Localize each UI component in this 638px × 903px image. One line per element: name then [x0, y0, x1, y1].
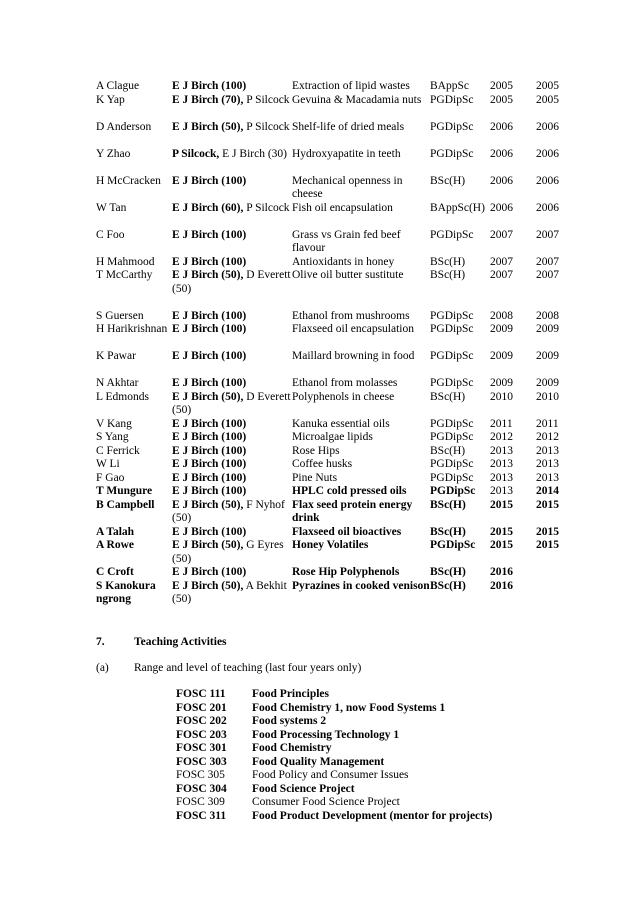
supervisors — [172, 566, 292, 580]
thesis-topic: Grass vs Grain fed beef flavour — [292, 228, 401, 254]
student-name: C Foo — [96, 228, 125, 241]
end-year: 2011 — [536, 417, 559, 430]
course-title: Food Policy and Consumer Issues — [252, 769, 409, 781]
supervisor-entry: P Silcock — [243, 120, 290, 133]
table-row — [96, 148, 566, 175]
thesis-topic: Extraction of lipid wastes — [292, 80, 410, 92]
degree: PGDipSc — [430, 228, 474, 241]
supervisors — [172, 175, 292, 189]
supervisor-entry: D Everett (50) — [172, 269, 291, 295]
degree: PGDipSc — [430, 417, 474, 430]
start-year: 2013 — [490, 485, 513, 497]
end-year: 2010 — [536, 390, 559, 403]
supervision-table — [96, 80, 566, 607]
start-year: 2013 — [490, 444, 513, 457]
degree: PGDipSc — [430, 350, 474, 362]
table-row — [96, 418, 566, 432]
table-row — [96, 539, 566, 566]
thesis-topic: Flaxseed oil encapsulation — [292, 323, 414, 335]
supervisor-entry: F Nyhof (50) — [172, 498, 285, 524]
table-row — [96, 526, 566, 540]
end-year: 2006 — [536, 201, 559, 214]
table-row — [96, 391, 566, 418]
supervisor-entry: E J Birch (100) — [172, 350, 247, 362]
start-year: 2006 — [490, 147, 513, 160]
student-name: S Kanokura ngrong — [96, 579, 156, 605]
section-heading — [96, 636, 227, 650]
subsection-letter: (a) — [96, 662, 109, 674]
supervisors — [172, 269, 292, 296]
supervisors — [172, 418, 292, 432]
end-year: 2013 — [536, 471, 559, 484]
start-year: 2006 — [490, 174, 513, 187]
course-title: Food Processing Technology 1 — [252, 728, 400, 741]
table-row — [96, 472, 566, 486]
supervisor-entry: E J Birch (100) — [172, 309, 247, 322]
table-row — [96, 458, 566, 472]
subsection-title: Range and level of teaching (last four years only) — [134, 662, 362, 674]
student-name: W Tan — [96, 201, 127, 214]
supervisor-entry: E J Birch (70), — [172, 93, 244, 106]
start-year: 2009 — [490, 350, 513, 362]
table-row — [96, 499, 566, 526]
supervisor-entry: E J Birch (100) — [172, 228, 247, 241]
start-year: 2007 — [490, 269, 513, 281]
degree: BSc(H) — [430, 498, 466, 511]
thesis-topic: Gevuina & Macadamia nuts — [292, 93, 422, 106]
table-row — [96, 566, 566, 580]
thesis-topic: Fish oil encapsulation — [292, 201, 393, 214]
table-row — [96, 580, 566, 607]
student-name: N Akhtar — [96, 377, 139, 389]
supervisors — [172, 539, 292, 566]
student-name: T Mungure — [96, 485, 153, 497]
start-year: 2013 — [490, 471, 513, 484]
table-row — [96, 485, 566, 499]
student-name: H Harikrishnan — [96, 323, 168, 335]
degree: BSc(H) — [430, 390, 466, 403]
start-year: 2015 — [490, 539, 513, 551]
end-year: 2006 — [536, 147, 559, 160]
supervisors — [172, 256, 292, 270]
thesis-topic: Pine Nuts — [292, 471, 338, 484]
supervisor-entry: A Bekhit (50) — [172, 579, 287, 605]
supervisors — [172, 148, 292, 162]
degree: BSc(H) — [430, 269, 466, 281]
supervisor-entry: P Silcock — [243, 201, 290, 214]
thesis-topic: Olive oil butter sustitute — [292, 269, 404, 281]
course-code: FOSC 309 — [176, 796, 225, 808]
degree: BSc(H) — [430, 566, 466, 578]
degree: PGDipSc — [430, 458, 474, 470]
table-row — [96, 310, 566, 324]
subsection-heading — [96, 662, 362, 676]
degree: PGDipSc — [430, 485, 476, 497]
supervisor-entry: E J Birch (100) — [172, 174, 247, 187]
start-year: 2005 — [490, 93, 513, 106]
degree: PGDipSc — [430, 431, 474, 443]
degree: PGDipSc — [430, 309, 474, 322]
start-year: 2006 — [490, 120, 513, 133]
start-year: 2007 — [490, 255, 513, 268]
end-year: 2008 — [536, 309, 559, 322]
supervisor-entry: E J Birch (100) — [172, 525, 247, 538]
degree: BSc(H) — [430, 444, 466, 457]
section-title: Teaching Activities — [134, 636, 227, 648]
supervisors — [172, 431, 292, 445]
start-year: 2015 — [490, 498, 513, 511]
supervisor-entry: E J Birch (50), — [172, 269, 244, 281]
start-year: 2005 — [490, 80, 513, 92]
table-row — [96, 269, 566, 310]
degree: BSc(H) — [430, 255, 466, 268]
course-code: FOSC 304 — [176, 782, 227, 795]
start-year: 2016 — [490, 566, 513, 578]
supervisor-entry: E J Birch (100) — [172, 444, 247, 457]
start-year: 2016 — [490, 579, 513, 592]
supervisors — [172, 323, 292, 337]
thesis-topic: Shelf-life of dried meals — [292, 120, 405, 133]
student-name: Y Zhao — [96, 147, 131, 160]
supervisor-entry: E J Birch (100) — [172, 566, 247, 578]
supervisor-entry: E J Birch (60), — [172, 201, 244, 214]
end-year: 2006 — [536, 174, 559, 187]
supervisors — [172, 202, 292, 216]
end-year: 2005 — [536, 80, 559, 92]
end-year: 2006 — [536, 120, 559, 133]
course-title: Consumer Food Science Project — [252, 796, 400, 808]
supervisor-entry: D Everett (50) — [172, 390, 291, 416]
end-year: 2015 — [536, 525, 559, 538]
supervisors — [172, 485, 292, 499]
end-year: 2007 — [536, 255, 559, 268]
thesis-topic: Ethanol from mushrooms — [292, 309, 410, 322]
supervisor-entry: E J Birch (100) — [172, 80, 247, 92]
student-name: H McCracken — [96, 174, 161, 187]
student-name: V Kang — [96, 417, 132, 430]
thesis-topic: Coffee husks — [292, 458, 353, 470]
supervisors — [172, 472, 292, 486]
thesis-topic: Polyphenols in cheese — [292, 390, 395, 403]
supervisor-entry: G Eyres (50) — [172, 539, 284, 565]
supervisor-entry: E J Birch (100) — [172, 417, 247, 430]
end-year: 2007 — [536, 269, 559, 281]
student-name: K Pawar — [96, 350, 136, 362]
end-year: 2015 — [536, 498, 559, 511]
course-title: Food Science Project — [252, 782, 355, 795]
start-year: 2010 — [490, 390, 513, 403]
start-year: 2012 — [490, 431, 513, 443]
end-year: 2014 — [536, 485, 559, 497]
thesis-topic: Ethanol from molasses — [292, 377, 398, 389]
course-title: Food Principles — [252, 688, 329, 700]
student-name: W Li — [96, 458, 120, 470]
start-year: 2009 — [490, 377, 513, 389]
supervisors — [172, 80, 292, 94]
table-row — [96, 377, 566, 391]
end-year: 2007 — [536, 228, 559, 241]
degree: BSc(H) — [430, 525, 466, 538]
supervisor-entry: E J Birch (50), — [172, 579, 244, 592]
supervisor-entry: E J Birch (50), — [172, 498, 244, 511]
course-title: Food Quality Management — [252, 755, 385, 768]
end-year: 2005 — [536, 93, 559, 106]
supervisor-entry: E J Birch (30) — [219, 147, 287, 160]
thesis-topic: Honey Volatiles — [292, 539, 369, 551]
start-year: 2011 — [490, 417, 513, 430]
supervisor-entry: E J Birch (100) — [172, 323, 247, 335]
table-row — [96, 229, 566, 256]
student-name: A Talah — [96, 525, 135, 538]
degree: BSc(H) — [430, 174, 466, 187]
supervisor-entry: E J Birch (50), — [172, 390, 244, 403]
supervisor-entry: E J Birch (100) — [172, 377, 247, 389]
course-code: FOSC 202 — [176, 715, 227, 727]
supervisors — [172, 445, 292, 459]
course-title: Food systems 2 — [252, 715, 327, 727]
course-title: Food Product Development (mentor for projects) — [252, 809, 493, 822]
end-year: 2013 — [536, 458, 559, 470]
supervisor-entry: E J Birch (50), — [172, 120, 244, 133]
supervisor-entry: E J Birch (50), — [172, 539, 244, 551]
thesis-topic: HPLC cold pressed oils — [292, 485, 407, 497]
table-row — [96, 431, 566, 445]
supervisors — [172, 580, 292, 607]
supervisors — [172, 121, 292, 135]
course-code: FOSC 203 — [176, 728, 227, 741]
thesis-topic: Hydroxyapatite in teeth — [292, 147, 401, 160]
supervisors — [172, 377, 292, 391]
thesis-topic: Antioxidants in honey — [292, 255, 395, 268]
supervisors — [172, 458, 292, 472]
supervisors — [172, 526, 292, 540]
course-code: FOSC 303 — [176, 755, 227, 768]
student-name: B Campbell — [96, 498, 155, 511]
supervisors — [172, 391, 292, 418]
degree: PGDipSc — [430, 377, 474, 389]
section-number: 7. — [96, 636, 105, 648]
end-year: 2015 — [536, 539, 559, 551]
degree: PGDipSc — [430, 539, 476, 551]
table-row — [96, 202, 566, 229]
supervisor-entry: E J Birch (100) — [172, 471, 247, 484]
supervisor-entry: E J Birch (100) — [172, 431, 247, 443]
start-year: 2007 — [490, 228, 513, 241]
thesis-topic: Mechanical openness in cheese — [292, 174, 403, 200]
course-code: FOSC 111 — [176, 688, 226, 700]
degree: BAppSc — [430, 80, 469, 92]
course-code: FOSC 305 — [176, 769, 225, 781]
start-year: 2015 — [490, 525, 513, 538]
student-name: T McCarthy — [96, 269, 153, 281]
student-name: D Anderson — [96, 120, 152, 133]
thesis-topic: Flax seed protein energy drink — [292, 498, 413, 524]
supervisors — [172, 229, 292, 243]
table-row — [96, 121, 566, 148]
table-row — [96, 350, 566, 377]
supervisors — [172, 310, 292, 324]
degree: BAppSc(H) — [430, 201, 485, 214]
course-code: FOSC 201 — [176, 701, 227, 714]
student-name: A Clague — [96, 80, 140, 92]
start-year: 2009 — [490, 323, 513, 335]
supervisor-entry: E J Birch (100) — [172, 458, 247, 470]
degree: BSc(H) — [430, 579, 466, 592]
thesis-topic: Pyrazines in cooked venison — [292, 579, 430, 592]
course-title: Food Chemistry 1, now Food Systems 1 — [252, 701, 446, 714]
table-row — [96, 175, 566, 202]
course-code: FOSC 311 — [176, 809, 227, 822]
degree: PGDipSc — [430, 323, 474, 335]
table-row — [96, 445, 566, 459]
supervisors — [172, 499, 292, 526]
supervisors — [172, 350, 292, 364]
thesis-topic: Rose Hip Polyphenols — [292, 566, 400, 578]
course-title: Food Chemistry — [252, 742, 332, 754]
start-year: 2008 — [490, 309, 513, 322]
degree: PGDipSc — [430, 93, 474, 106]
supervisor-entry: P Silcock, — [172, 147, 220, 160]
thesis-topic: Maillard browning in food — [292, 350, 415, 362]
table-row — [96, 323, 566, 350]
supervisor-entry: P Silcock — [243, 93, 290, 106]
thesis-topic: Kanuka essential oils — [292, 417, 390, 430]
table-row — [96, 94, 566, 121]
table-row — [96, 256, 566, 270]
supervisor-entry: E J Birch (100) — [172, 255, 247, 268]
student-name: F Gao — [96, 471, 125, 484]
degree: PGDipSc — [430, 120, 474, 133]
start-year: 2006 — [490, 201, 513, 214]
degree: PGDipSc — [430, 471, 474, 484]
degree: PGDipSc — [430, 147, 474, 160]
student-name: S Guersen — [96, 309, 144, 322]
student-name: H Mahmood — [96, 255, 155, 268]
supervisors — [172, 94, 292, 108]
student-name: K Yap — [96, 93, 125, 106]
table-row — [96, 80, 566, 94]
end-year: 2012 — [536, 431, 559, 443]
end-year: 2009 — [536, 377, 559, 389]
student-name: C Ferrick — [96, 444, 140, 457]
end-year: 2009 — [536, 350, 559, 362]
thesis-topic: Flaxseed oil bioactives — [292, 525, 402, 538]
end-year: 2013 — [536, 444, 559, 457]
student-name: S Yang — [96, 431, 129, 443]
start-year: 2013 — [490, 458, 513, 470]
end-year: 2009 — [536, 323, 559, 335]
student-name: C Croft — [96, 566, 134, 578]
course-code: FOSC 301 — [176, 742, 227, 754]
student-name: A Rowe — [96, 539, 135, 551]
student-name: L Edmonds — [96, 390, 149, 403]
thesis-topic: Rose Hips — [292, 444, 340, 457]
supervisor-entry: E J Birch (100) — [172, 485, 247, 497]
thesis-topic: Microalgae lipids — [292, 431, 373, 443]
